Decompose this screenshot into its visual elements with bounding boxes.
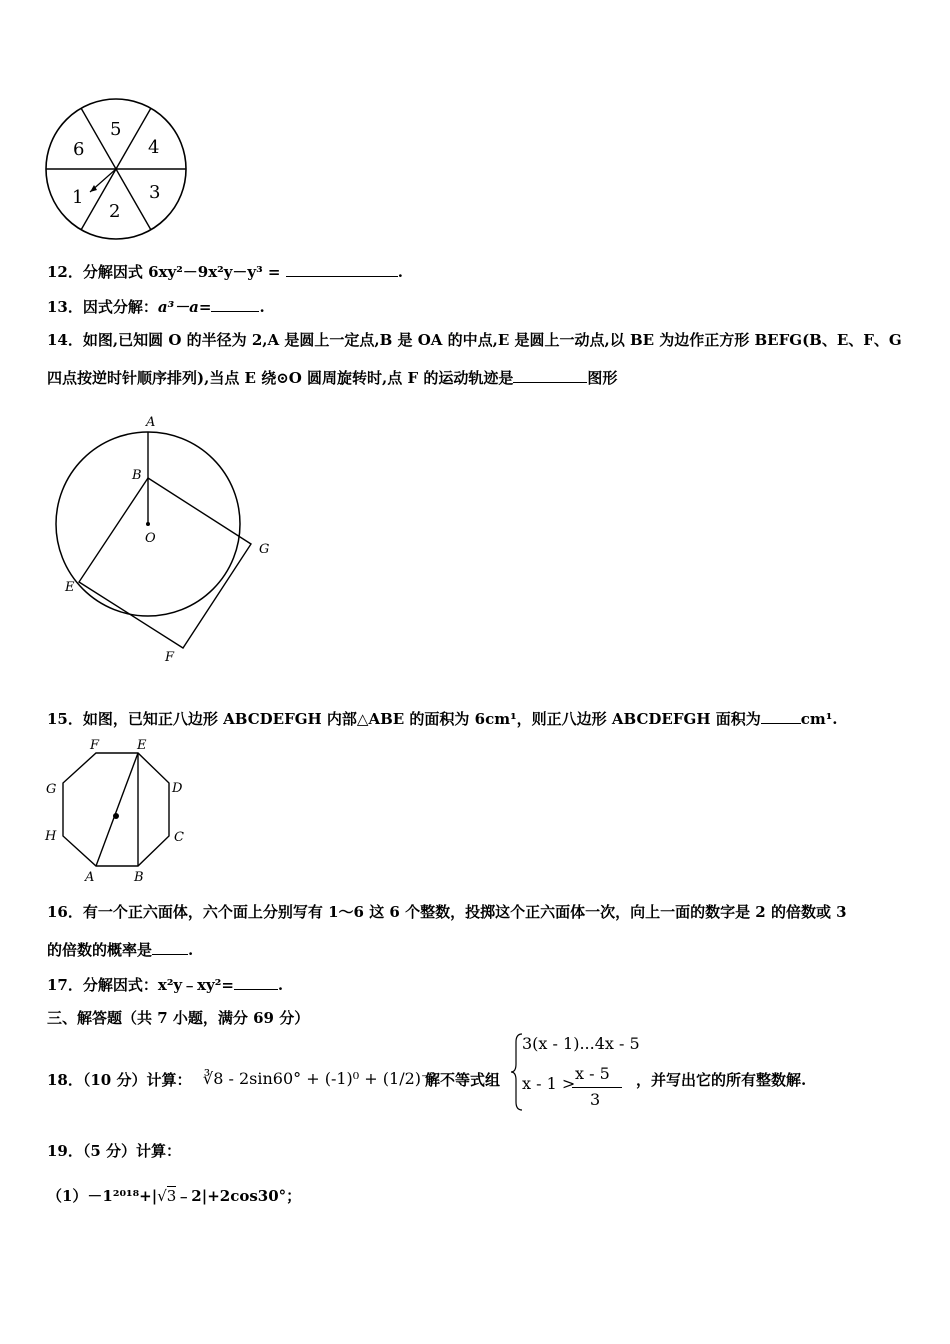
oct-label-H: H <box>45 829 57 844</box>
q18-mid-text: 解不等式组 <box>425 1071 501 1089</box>
oct-label-A: A <box>85 870 95 885</box>
fraction-bar <box>572 1087 622 1088</box>
question-14-line1: 14．如图,已知圆 O 的半径为 2,A 是圆上一定点,B 是 OA 的中点,E 是圆上一动点,以 BE 为边作正方形 BEFG(B、E、F、G <box>47 331 902 349</box>
label-O: O <box>145 531 156 546</box>
q15-answer-blank[interactable] <box>761 709 801 724</box>
q18-expression: ∛8 - 2sin60° + (-1)⁰ + (1/2)⁻² <box>203 1069 436 1088</box>
spinner-number-1: 1 <box>72 187 84 208</box>
question-12: 12．分解因式 6xy²－9x²y－y³ = . <box>47 263 403 281</box>
spinner-number-4: 4 <box>148 137 160 158</box>
question-16-line1: 16．有一个正六面体，六个面上分别写有 1～6 这 6 个整数，投掷这个正六面体一次，向上一面的数字是 2 的倍数或 3 <box>47 903 847 921</box>
question-15: 15．如图，已知正八边形 ABCDEFGH 内部△ABE 的面积为 6cm¹，则正八边形 ABCDEFGH 面积为 cm¹. <box>47 710 838 728</box>
circle-square-figure <box>50 410 290 670</box>
oct-label-B: B <box>134 870 144 885</box>
label-A: A <box>146 415 156 430</box>
label-E: E <box>65 580 75 595</box>
octagon-figure <box>40 736 200 888</box>
q13-answer-blank[interactable] <box>211 297 259 312</box>
question-14-line2: 四点按逆时针顺序排列),当点 E 绕⊙O 圆周旋转时,点 F 的运动轨迹是 图形 <box>47 369 618 387</box>
question-18-label: 18．（10 分）计算： <box>47 1071 192 1089</box>
question-19-label: 19．（5 分）计算： <box>47 1142 182 1160</box>
oct-label-C: C <box>174 830 184 845</box>
q16-answer-blank[interactable] <box>152 940 188 955</box>
question-19-part1: （1）－1²⁰¹⁸+|√3﹣2|+2cos30°； <box>47 1187 302 1205</box>
label-B: B <box>132 468 142 483</box>
section-3-title: 三、解答题（共 7 小题，满分 69 分） <box>47 1009 310 1027</box>
oct-label-E: E <box>137 738 147 753</box>
oct-label-D: D <box>172 781 183 796</box>
question-16-line2: 的倍数的概率是 . <box>47 941 194 959</box>
inequality-2-numerator: x - 5 <box>575 1064 610 1083</box>
spinner-number-2: 2 <box>109 201 121 222</box>
spinner-number-6: 6 <box>73 139 85 160</box>
question-17: 17．分解因式：x²y﹣xy²= . <box>47 976 284 994</box>
inequality-2-denominator: 3 <box>590 1090 601 1109</box>
label-G: G <box>259 542 270 557</box>
spinner-figure <box>44 97 190 243</box>
sqrt-symbol: √3 <box>157 1187 177 1205</box>
q18-tail: ，并写出它的所有整数解. <box>636 1071 807 1089</box>
label-F: F <box>165 650 175 665</box>
q17-answer-blank[interactable] <box>234 975 278 990</box>
inequality-1: 3(x - 1)...4x - 5 <box>522 1034 640 1053</box>
q14-answer-blank[interactable] <box>513 368 587 383</box>
spinner-number-5: 5 <box>110 119 122 140</box>
spinner-number-3: 3 <box>149 182 161 203</box>
oct-label-F: F <box>90 738 100 753</box>
inequality-2-lhs: x - 1 > <box>522 1074 576 1093</box>
q12-answer-blank[interactable] <box>286 262 398 277</box>
oct-label-G: G <box>46 782 57 797</box>
question-13: 13．因式分解：a³－a= . <box>47 298 265 316</box>
q12-text: 12．分解因式 6xy²－9x²y－y³ = <box>47 263 286 281</box>
